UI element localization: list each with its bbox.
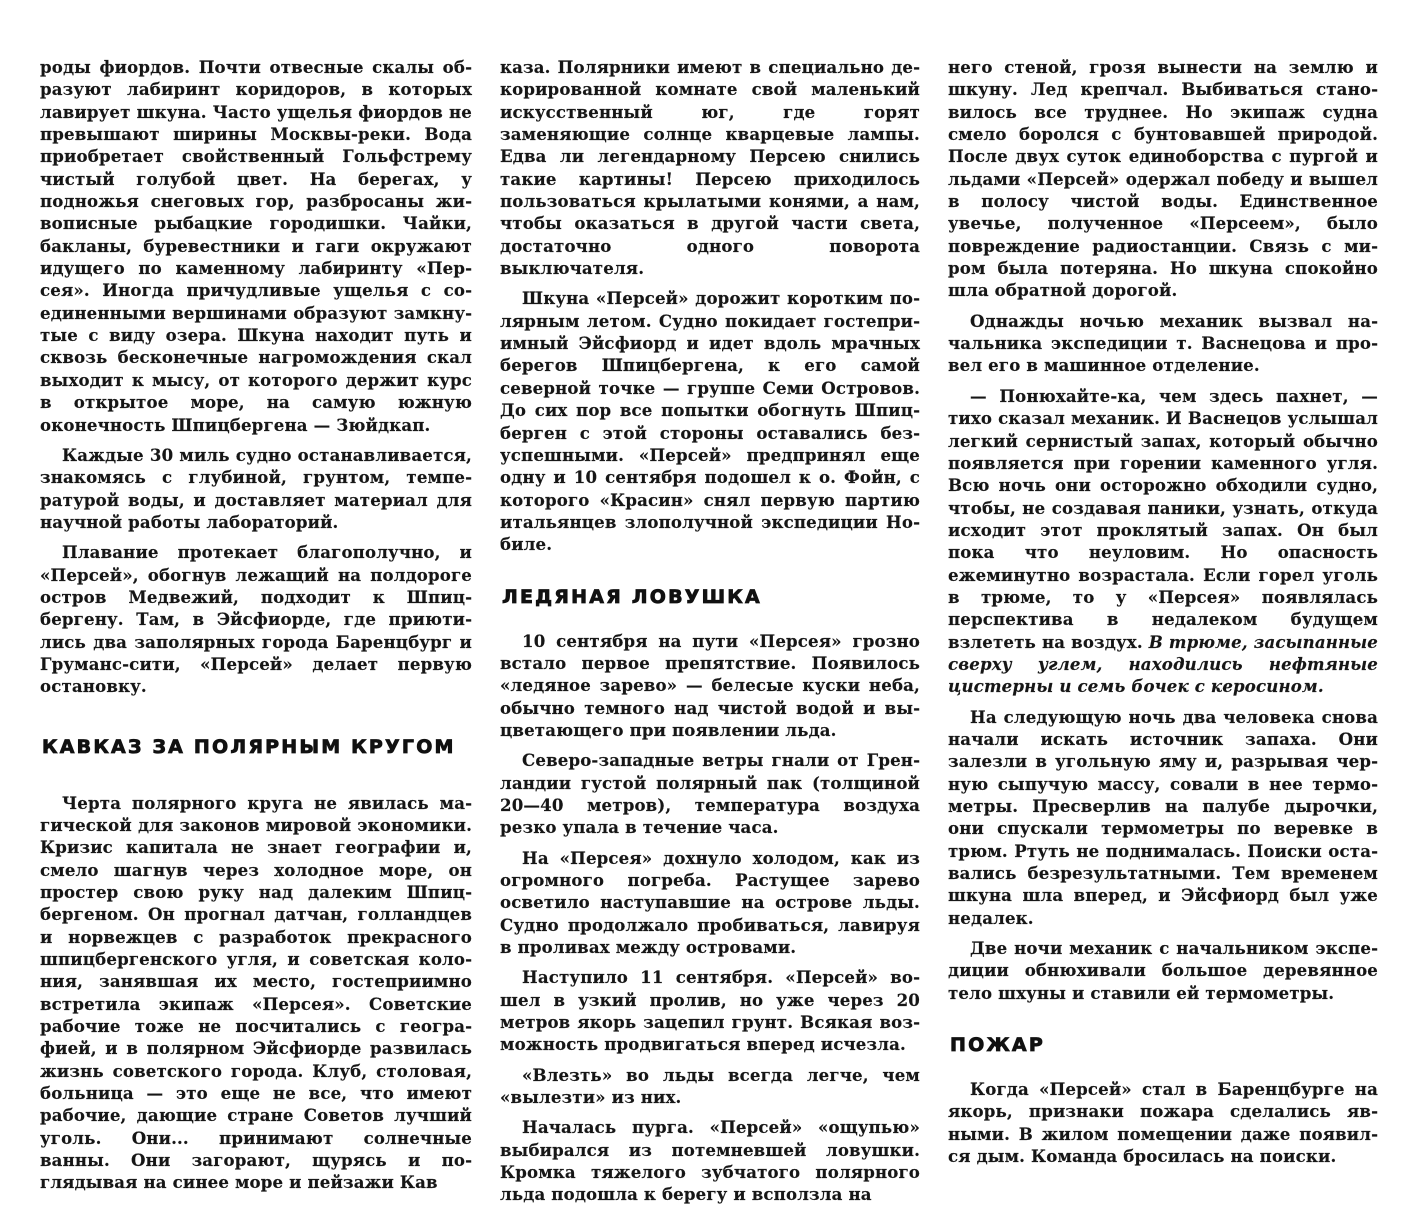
paragraph: На «Персея» дохнуло холодом, как из огромного погреба. Растущее зарево осветило наступавшие на острове льды. Судно продолжало пробиваться, лавируя в проливах между островами.	[500, 847, 920, 958]
column-3	[948, 56, 1378, 1167]
paragraph: него стеной, грозя вынести на землю и шкуну. Лед крепчал. Выбиваться становилось все труднее. Но экипаж судна смело боролся с бунтовавшей природой. После двух суток единоборства с пургой и льдами «Персей» одержал победу и вышел в полосу чистой воды. Единственное увечье, полученное «Персеем», было повреждение радиостанции. Связь с миром была потеряна. Но шкуна спокойно шла обратной дорогой.	[948, 57, 1378, 301]
paragraph: Плавание протекает благополучно, и «Персей», обогнув лежащий на полдороге остров Медвежий, подходит к Шпицбергену. Там, в Эйсфиорде, где приютились два заполярных города Баренцбург и Груманс-сити, «Персей» делает первую остановку.	[40, 542, 472, 697]
paragraph: «Влезть» во льды всегда легче, чем «вылезти» из них.	[500, 1064, 920, 1108]
paragraph: Началась пурга. «Персей» «ощупью» выбирался из потемневшей ловушки. Кромка тяжелого зубчатого полярного льда подошла к берегу и всползла на	[500, 1117, 920, 1205]
paragraph: Северо-западные ветры гнали от Гренландии густой полярный пак (толщиной 20—40 метров), температура воздуха резко упала в течение часа.	[500, 750, 920, 838]
paragraph-text: — Понюхайте-ка, чем здесь пахнет, — тихо сказал механик. И Васнецов услышал легкий сернистый запах, который обычно появляется при горении каменного угля. Всю ночь они осторожно обходили судно, чтобы, не создавая паники, узнать, откуда исходит этот проклятый запах. Он был пока что неуловим. Но опасность ежеминутно возрастала. Если горел уголь в трюме, то у «Персея» появлялась перспектива в недалеком будущем взлететь на воздух.	[948, 385, 1378, 652]
section-heading-fire: ПОЖАР	[950, 1034, 1045, 1057]
paragraph: Каждые 30 миль судно останавливается, знакомясь с глубиной, грунтом, температурой воды, и доставляет материал для научной работы лабораторий.	[40, 444, 472, 532]
paragraph: Наступило 11 сентября. «Персей» вошел в узкий пролив, но уже через 20 метров якорь зацепил грунт. Всякая возможность продвигаться вперед исчезла.	[500, 967, 920, 1055]
italic-emphasis: В трюме, засыпанные сверху углем, находились нефтяные цистерны и семь бочек с керосином.	[948, 631, 1378, 697]
paragraph: роды фиордов. Почти отвесные скалы образуют лабиринт коридоров, в которых лавирует шкуна. Часто ущелья фиордов не превышают ширины Москвы-реки. Вода приобретает свойственный Гольфстрему чистый голубой цвет. На берегах, у подножья снеговых гор, разбросаны живописные рыбацкие городишки. Чайки, бакланы, буревестники и гаги окружают идущего по каменному лабиринту «Персея». Иногда причудливые ущелья с соединенными вершинами образуют замкнутые с виду озера. Шкуна находит путь и сквозь бесконечные нагромождения скал выходит к мысу, от которого держит курс в открытое море, на самую южную оконечность Шпицбергена — Зюйдкап.	[40, 57, 472, 435]
column-2	[500, 56, 920, 1205]
paragraph: Две ночи механик с начальником экспедиции обнюхивали большое деревянное тело шхуны и ставили ей термометры.	[948, 938, 1378, 1003]
section-heading-caucasus: КАВКАЗ ЗА ПОЛЯРНЫМ КРУГОМ	[42, 735, 456, 758]
paragraph: Когда «Персей» стал в Баренцбурге на якорь, признаки пожара сделались явными. В жилом помещении даже появился дым. Команда бросилась на поиски.	[948, 1079, 1378, 1167]
paragraph: Однажды ночью механик вызвал начальника экспедиции т. Васнецова и провел его в машинное отделение.	[948, 310, 1378, 376]
paragraph: На следующую ночь два человека снова начали искать источник запаха. Они залезли в угольную яму и, разрывая черную сыпучую массу, совали в нее термометры. Пресверлив на палубе дырочки, они спускали термометры по веревке в трюм. Ртуть не поднималась. Поиски оставались безрезультатными. Тем временем шкуна шла вперед, и Эйсфиорд был уже недалек.	[948, 706, 1378, 928]
paragraph: 10 сентября на пути «Персея» грозно встало первое препятствие. Появилось «ледяное зарево» — белесые куски неба, обычно темного над чистой водой и выцветающего при появлении льда.	[500, 630, 920, 740]
paragraph: каза. Полярники имеют в специально декорированной комнате свой маленький искусственный юг, где горят заменяющие солнце кварцевые лампы. Едва ли легендарному Персею снились такие картины! Персею приходилось пользоваться крылатыми конями, а нам, чтобы оказаться в другой части света, достаточно одного поворота выключателя.	[500, 57, 920, 279]
paragraph: Черта полярного круга не явилась магической для законов мировой экономики. Кризис капитала не знает географии и, смело шагнув через холодное море, он простер свою руку над далеким Шпицбергеном. Он прогнал датчан, голландцев и норвежцев с разработок прекрасного шпицбергенского угля, и советская колония, занявшая их место, гостеприимно встретила экипаж «Персея». Советские рабочие тоже не посчитались с географией, и в полярном Эйсфиорде развилась жизнь советского города. Клуб, столовая, больница — это еще не все, что имеют рабочие, дающие стране Советов лучший уголь. Они... принимают солнечные ванны. Они загорают, щурясь и поглядывая на синее море и пейзажи Кав	[40, 792, 472, 1193]
section-heading-ice-trap: ЛЕДЯНАЯ ЛОВУШКА	[502, 585, 762, 608]
paragraph: Шкуна «Персей» дорожит коротким полярным летом. Судно покидает гостеприимный Эйсфиорд и идет вдоль мрачных берегов Шпицбергена, к его самой северной точке — группе Семи Островов. До сих пор все попытки обогнуть Шпицберген с этой стороны оставались безуспешными. «Персей» предпринял еще одну и 10 сентября подошел к о. Фойн, с которого «Красин» снял первую партию итальянцев злополучной экспедиции Нобиле.	[500, 288, 920, 555]
column-1	[40, 56, 472, 1193]
paragraph	[948, 385, 1378, 698]
